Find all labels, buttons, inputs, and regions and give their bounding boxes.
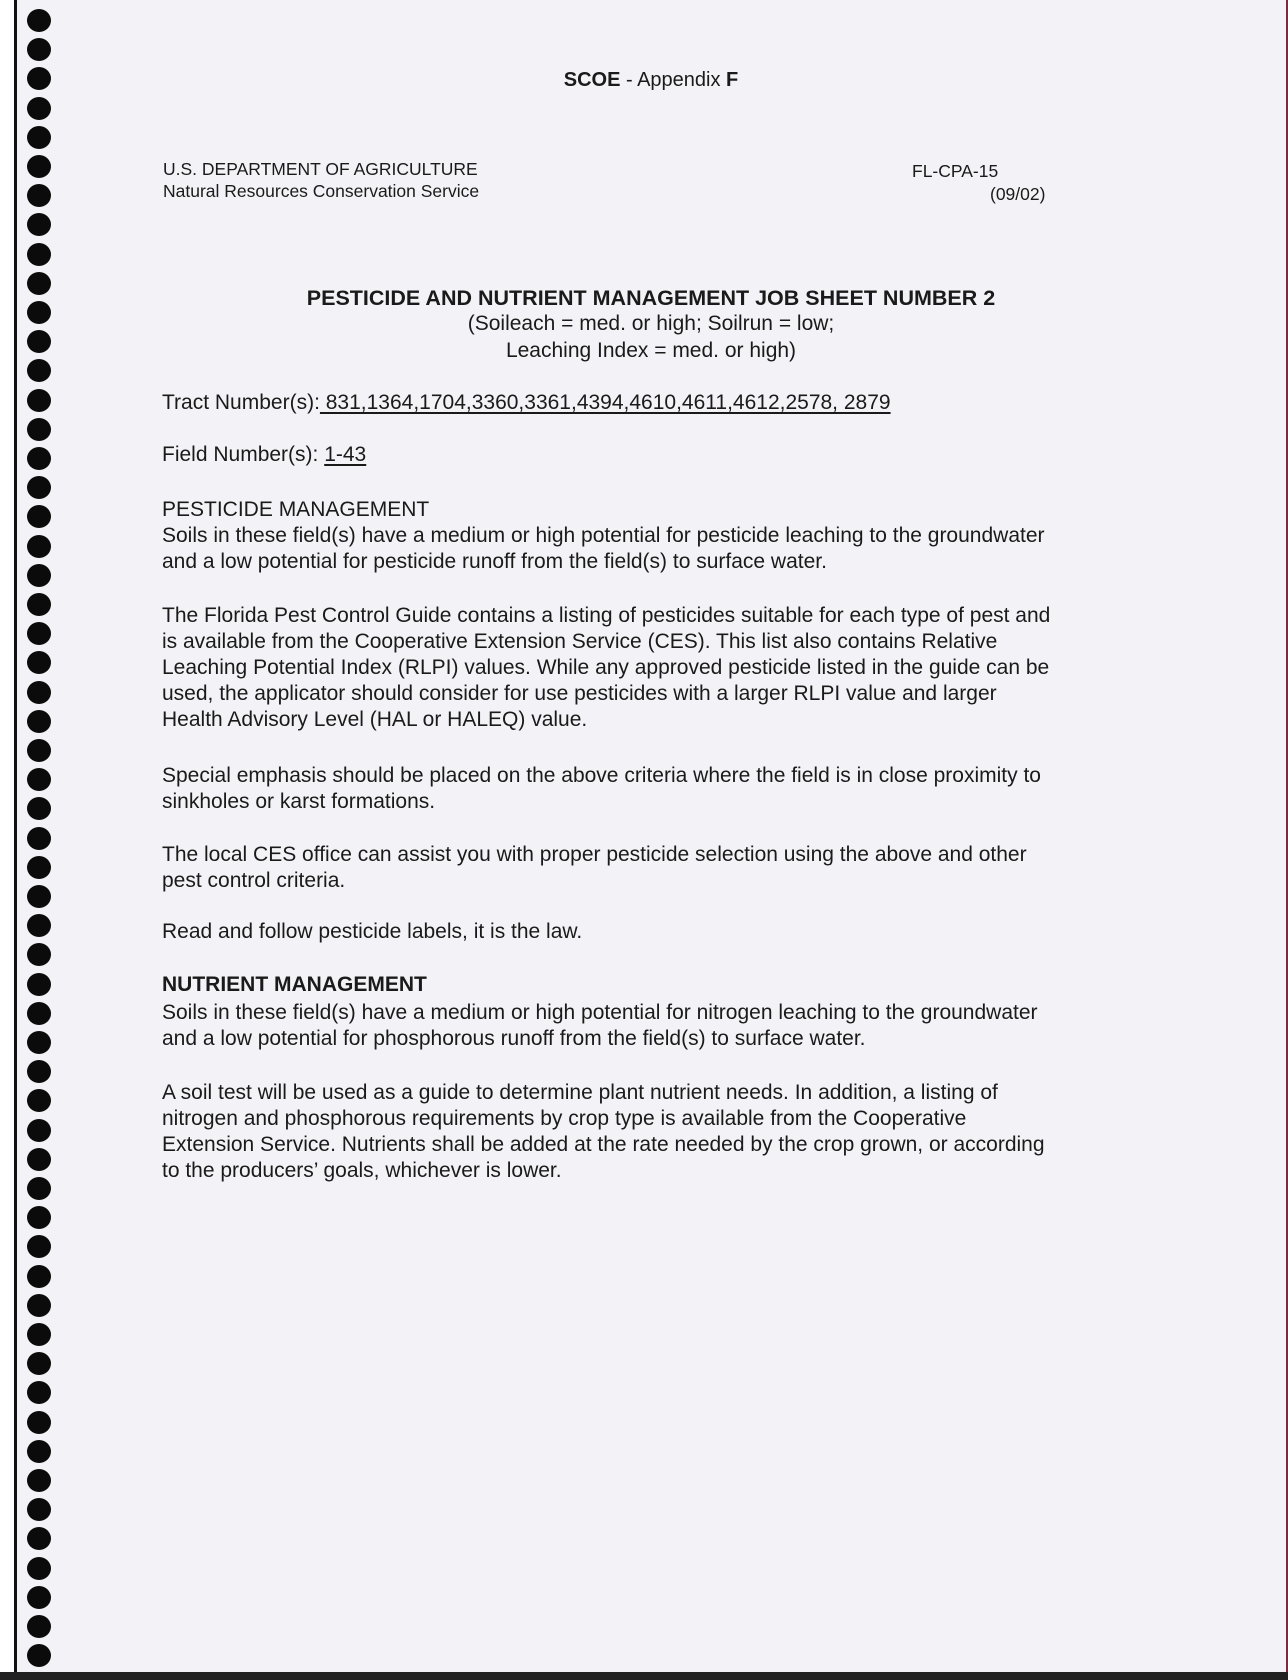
binding-hole	[27, 1557, 51, 1580]
binding-hole	[27, 681, 51, 704]
binding-hole	[27, 476, 51, 499]
form-date: (09/02)	[990, 184, 1046, 204]
binding-hole	[27, 856, 51, 879]
binding-hole	[27, 418, 51, 441]
binding-hole	[27, 1615, 51, 1638]
binding-hole	[27, 1586, 51, 1609]
binding-hole	[27, 1177, 51, 1200]
agency-service: Natural Resources Conservation Service	[163, 181, 480, 201]
field-value: 1-43	[324, 443, 367, 466]
binding-hole	[27, 914, 51, 937]
agency-name: U.S. DEPARTMENT OF AGRICULTURE	[163, 159, 478, 179]
binding-hole	[27, 885, 51, 908]
binding-hole	[27, 535, 51, 558]
tract-row	[162, 390, 891, 416]
nutrient-paragraph-2: A soil test will be used as a guide to determine plant nutrient needs. In addition, a listing of nitrogen and phosphorous requirements by crop type is available from the Cooperative Extension Service. Nutrients shall be added at the rate needed by the crop grown, or according to the producers’ goals, whichever is lower.	[162, 1081, 1045, 1182]
binding-hole	[27, 1031, 51, 1054]
binding-hole	[27, 651, 51, 674]
binding-hole	[27, 184, 51, 207]
pesticide-paragraph-2: The Florida Pest Control Guide contains a listing of pesticides suitable for each type of pest and is available from the Cooperative Extension Service (CES). This list also contains Relative Leaching Potential Index (RLPI) values. While any approved pesticide listed in the guide can be used, the applicator should consider for use pesticides with a larger RLPI value and larger Health Advisory Level (HAL or HALEQ) value.	[162, 604, 1051, 731]
binding-hole	[27, 1002, 51, 1025]
binding-hole	[27, 9, 51, 32]
pesticide-paragraph-1: Soils in these field(s) have a medium or high potential for pesticide leaching to the groundwater and a low potential for pesticide runoff from the field(s) to surface water.	[162, 524, 1045, 573]
binding-hole	[27, 1440, 51, 1463]
binding-hole	[27, 243, 51, 266]
document-page	[14, 0, 1288, 1680]
tract-value: 831,1364,1704,3360,3361,4394,4610,4611,4612,2578, 2879	[319, 391, 891, 414]
binding-hole	[27, 1411, 51, 1434]
binding-hole	[27, 389, 51, 412]
binding-hole	[27, 1527, 51, 1550]
running-header-bold: SCOE	[563, 69, 621, 91]
binding-hole	[27, 943, 51, 966]
binding-hole	[27, 447, 51, 470]
binding-hole	[27, 797, 51, 820]
binding-hole	[27, 564, 51, 587]
binding-hole	[27, 505, 51, 528]
binding-hole	[27, 213, 51, 236]
binding-hole	[27, 1381, 51, 1404]
binding-hole	[27, 97, 51, 120]
binding-hole	[27, 1089, 51, 1112]
binding-hole	[27, 827, 51, 850]
page-title: PESTICIDE AND NUTRIENT MANAGEMENT JOB SHEET NUMBER 2	[306, 286, 996, 310]
binding-hole	[27, 768, 51, 791]
binding-hole	[27, 973, 51, 996]
running-header-letter: F	[726, 69, 739, 91]
binding-hole	[27, 1265, 51, 1288]
field-row	[162, 442, 366, 468]
binding-hole	[27, 1323, 51, 1346]
nutrient-heading: NUTRIENT MANAGEMENT	[162, 973, 427, 996]
binding-hole	[27, 593, 51, 616]
binding-hole	[27, 1469, 51, 1492]
pesticide-paragraph-3: Special emphasis should be placed on the above criteria where the field is in close proximity to sinkholes or karst formations.	[162, 764, 1041, 813]
pesticide-paragraph-4: The local CES office can assist you with proper pesticide selection using the above and other pest control criteria.	[162, 843, 1027, 892]
nutrient-paragraph-1: Soils in these field(s) have a medium or high potential for nitrogen leaching to the groundwater and a low potential for phosphorous runoff from the field(s) to surface water.	[162, 1001, 1038, 1050]
binding-hole	[27, 1206, 51, 1229]
binding-hole	[27, 622, 51, 645]
binding-hole	[27, 1119, 51, 1142]
binding-hole	[27, 739, 51, 762]
tract-label: Tract Number(s):	[162, 391, 320, 414]
pesticide-paragraph-5: Read and follow pesticide labels, it is the law.	[162, 920, 583, 943]
title-subtitle-line1: (Soileach = med. or high; Soilrun = low;	[467, 312, 835, 335]
form-number: FL-CPA-15	[912, 161, 999, 181]
binding-hole	[27, 38, 51, 61]
binding-hole	[27, 1644, 51, 1667]
title-subtitle-line2: Leaching Index = med. or high)	[505, 339, 797, 362]
binding-hole	[27, 1498, 51, 1521]
binding-hole	[27, 1148, 51, 1171]
binding-hole	[27, 1294, 51, 1317]
pesticide-heading: PESTICIDE MANAGEMENT	[162, 498, 430, 521]
binding-hole	[27, 1060, 51, 1083]
binding-hole	[27, 710, 51, 733]
running-header	[14, 67, 1288, 93]
binding-hole	[27, 1235, 51, 1258]
running-header-middle: - Appendix	[620, 69, 727, 91]
scan-bottom-edge	[0, 1672, 1288, 1680]
field-label: Field Number(s):	[162, 443, 325, 466]
binding-hole	[27, 155, 51, 178]
binding-hole	[27, 1352, 51, 1375]
spiral-binding-holes	[27, 0, 57, 1680]
binding-hole	[27, 126, 51, 149]
